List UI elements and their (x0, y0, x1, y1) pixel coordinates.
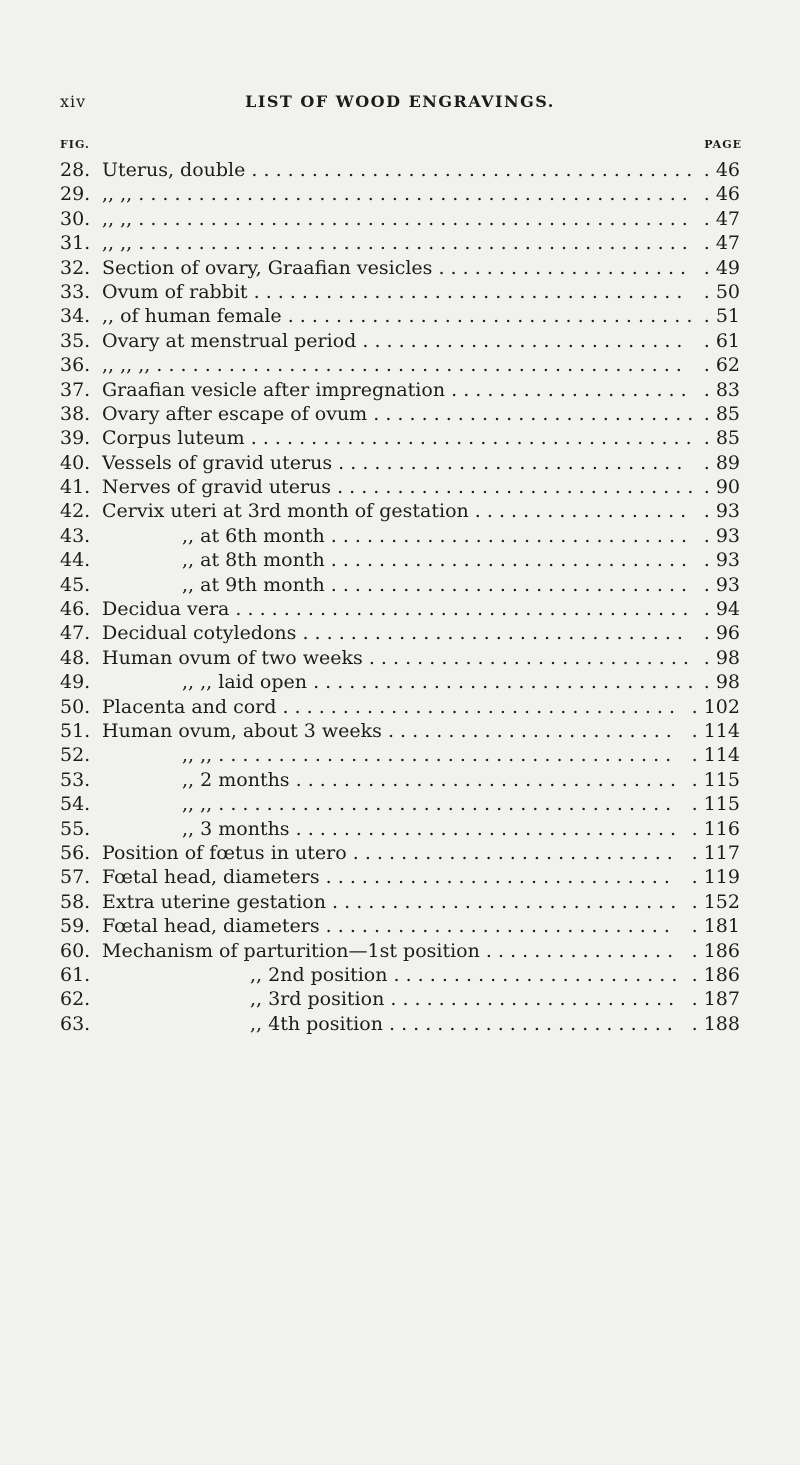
page-number: . 85 (703, 427, 740, 450)
page-number: . 47 (703, 207, 740, 230)
entry-title (102, 378, 687, 402)
list-item (60, 158, 740, 182)
fig-number: 32. (60, 256, 91, 279)
entry-title-text: ,, ,, ,, (102, 354, 151, 377)
leader-dots: . . . . . . . . . . . . . . . . . . . . . . . . . . . . . . (330, 549, 688, 572)
entry-title (102, 426, 692, 450)
list-item (60, 646, 740, 670)
entry-title-text: ,, ,, (102, 183, 133, 206)
list-item (60, 597, 740, 621)
engravings-list (60, 158, 740, 1036)
entry-title (102, 865, 670, 889)
leader-dots: . . . . . . . . . . . . . . . . . . . . . . . . . . . . . . . . . . . . . . . . . . . . (156, 354, 682, 377)
leader-dots: . . . . . . . . . . . . . . . . . . . . . . . . . . . . . . . . . . . . . . (218, 744, 672, 767)
list-item (60, 890, 740, 914)
entry-title (250, 1012, 673, 1036)
page-number: . 85 (703, 402, 740, 425)
entry-title (102, 451, 682, 475)
entry-title-text: Vessels of gravid uterus (102, 451, 333, 474)
entry-title-text: Human ovum of two weeks (102, 646, 363, 669)
fig-number: 61. (60, 963, 91, 986)
fig-number: 33. (60, 280, 91, 303)
leader-dots: . . . . . . . . . . . . . . . . . . . . . . . . . . . . . . (330, 524, 688, 547)
fig-number: 56. (60, 841, 91, 864)
entry-title (102, 695, 675, 719)
entry-title (102, 841, 673, 865)
fig-number: 47. (60, 622, 91, 645)
entry-title (102, 475, 693, 499)
list-item (60, 719, 740, 743)
page-number: . 83 (703, 378, 740, 401)
entry-title (102, 939, 673, 963)
list-item (60, 817, 740, 841)
entry-title (182, 792, 671, 816)
entry-title (102, 304, 692, 328)
entry-title (102, 207, 688, 231)
page-number: . 114 (691, 719, 740, 742)
list-item (60, 792, 740, 816)
leader-dots: . . . . . . . . . . . . . . . . . . . . . . . . . . . . . . . . . . (287, 305, 693, 328)
entry-title-text: Fœtal head, diameters (102, 915, 320, 938)
fig-number: 42. (60, 500, 91, 523)
fig-number: 40. (60, 451, 91, 474)
fig-number: 29. (60, 183, 91, 206)
leader-dots: . . . . . . . . . . . . . . . . . . . . . . . . . . . . . . . . . . . . . (250, 427, 692, 450)
entry-title (102, 890, 676, 914)
fig-number: 45. (60, 573, 91, 596)
entry-title-text: ,, at 6th month (182, 524, 325, 547)
page-number: . 116 (691, 817, 740, 840)
entry-title (250, 963, 677, 987)
leader-dots: . . . . . . . . . . . . . . . . . . . . . . . . . . . . . . . . . (282, 695, 676, 718)
fig-number: 36. (60, 354, 91, 377)
entry-title (102, 158, 692, 182)
leader-dots: . . . . . . . . . . . . . . . . . . . . . . . . . . . . . . . . (302, 622, 683, 645)
page-number: . 90 (703, 476, 740, 499)
entry-title (102, 719, 672, 743)
page-number: . 188 (691, 1012, 740, 1035)
page-number: . 119 (691, 866, 740, 889)
entry-title-text: Nerves of gravid uterus (102, 476, 332, 499)
entry-title-text: ,, 3 months (182, 817, 290, 840)
entry-title-text: Human ovum, about 3 weeks (102, 719, 382, 742)
leader-dots: . . . . . . . . . . . . . . . . . . . . . . . . . . . . . . . . . . . . . . . . . . . . . . (138, 207, 688, 230)
leader-dots: . . . . . . . . . . . . . . . . . . . . . . . . . . . (352, 841, 673, 864)
list-item (60, 231, 740, 255)
leader-dots: . . . . . . . . . . . . . . . . . . . . . . . . . . . . . . (330, 573, 688, 596)
entry-title-text: ,, 3rd position (250, 988, 385, 1011)
list-item (60, 475, 740, 499)
entry-title-text: Ovary after escape of ovum (102, 402, 368, 425)
leader-dots: . . . . . . . . . . . . . . . . . . . . . . . . (387, 719, 672, 742)
running-header (60, 92, 740, 116)
entry-title (102, 499, 686, 523)
fig-number: 39. (60, 427, 91, 450)
entry-title-text: Mechanism of parturition—1st position (102, 939, 480, 962)
entry-title (102, 231, 688, 255)
list-item (60, 451, 740, 475)
page-number: . 96 (703, 622, 740, 645)
fig-column-heading: FIG. (60, 138, 90, 151)
leader-dots: . . . . . . . . . . . . . . . . . . . . . . . . . . . . . . . . . . . . . . (235, 598, 689, 621)
entry-title-text: Ovary at menstrual period (102, 329, 357, 352)
fig-number: 46. (60, 598, 91, 621)
column-headings (60, 138, 742, 154)
leader-dots: . . . . . . . . . . . . . . . . (485, 939, 674, 962)
list-item (60, 329, 740, 353)
fig-number: 57. (60, 866, 91, 889)
list-item (60, 524, 740, 548)
page-number: . 50 (703, 280, 740, 303)
page-number: . 115 (691, 793, 740, 816)
list-item (60, 914, 740, 938)
fig-number: 58. (60, 890, 91, 913)
entry-title-text: Section of ovary, Graafian vesicles (102, 256, 433, 279)
entry-title-text: ,, at 9th month (182, 573, 325, 596)
entry-title-text: Ovum of rabbit (102, 280, 248, 303)
entry-title-text: Fœtal head, diameters (102, 866, 320, 889)
entry-title (182, 743, 671, 767)
fig-number: 54. (60, 793, 91, 816)
page-number: . 93 (703, 524, 740, 547)
entry-title (102, 402, 693, 426)
page-column-heading: PAGE (704, 138, 742, 151)
list-item (60, 695, 740, 719)
page-number: . 93 (703, 500, 740, 523)
entry-title (182, 670, 694, 694)
page-number: . 186 (691, 963, 740, 986)
entry-title-text: ,, ,, laid open (182, 671, 308, 694)
list-item (60, 280, 740, 304)
entry-title-text: ,, ,, (182, 744, 213, 767)
fig-number: 53. (60, 768, 91, 791)
fig-number: 41. (60, 476, 91, 499)
leader-dots: . . . . . . . . . . . . . . . . . . . . . . . . . . . . . (338, 451, 683, 474)
list-item (60, 768, 740, 792)
fig-number: 59. (60, 915, 91, 938)
entry-title (102, 353, 682, 377)
entry-title (182, 573, 687, 597)
fig-number: 31. (60, 232, 91, 255)
leader-dots: . . . . . . . . . . . . . . . . . . . . . . . . . . . . . (325, 866, 670, 889)
list-item (60, 499, 740, 523)
page-number: . 61 (703, 329, 740, 352)
entry-title-text: Extra uterine gestation (102, 890, 326, 913)
page-number: . 102 (691, 695, 740, 718)
leader-dots: . . . . . . . . . . . . . . . . . . . . . . . . . . . . . . (337, 476, 694, 499)
list-item (60, 1012, 740, 1036)
list-item (60, 378, 740, 402)
page-number: . 47 (703, 232, 740, 255)
fig-number: 50. (60, 695, 91, 718)
entry-title (182, 817, 676, 841)
leader-dots: . . . . . . . . . . . . . . . . . . . . . . . . . . . . . . . . (313, 671, 694, 694)
fig-number: 30. (60, 207, 91, 230)
leader-dots: . . . . . . . . . . . . . . . . . . . . . . . . . . . . . . . . . . . . (253, 280, 683, 303)
list-item (60, 963, 740, 987)
entry-title (102, 597, 688, 621)
fig-number: 44. (60, 549, 91, 572)
page-number: . 49 (703, 256, 740, 279)
leader-dots: . . . . . . . . . . . . . . . . . . . . . . . . . . . . . . . . (295, 817, 677, 840)
list-item (60, 207, 740, 231)
entry-title-text: Placenta and cord (102, 695, 277, 718)
entry-title-text: ,, ,, (102, 207, 133, 230)
entry-title (182, 768, 676, 792)
entry-title-text: ,, 4th position (250, 1012, 383, 1035)
leader-dots: . . . . . . . . . . . . . . . . . . . . . . . . (393, 963, 678, 986)
list-item (60, 353, 740, 377)
page-number: . 117 (691, 841, 740, 864)
list-item (60, 987, 740, 1011)
list-item (60, 304, 740, 328)
page-number: . 186 (691, 939, 740, 962)
entry-title-text: Decidual cotyledons (102, 622, 297, 645)
page-number: . 181 (691, 915, 740, 938)
entry-title (102, 182, 688, 206)
page-number: . 93 (703, 549, 740, 572)
fig-number: 62. (60, 988, 91, 1011)
leader-dots: . . . . . . . . . . . . . . . . . . . . . . . . . . . . . . . . (295, 768, 677, 791)
list-item (60, 573, 740, 597)
fig-number: 38. (60, 402, 91, 425)
fig-number: 60. (60, 939, 91, 962)
page-number: . 46 (703, 159, 740, 181)
page-folio: xiv (60, 92, 87, 111)
leader-dots: . . . . . . . . . . . . . . . . . . . . . . . . . . . (362, 329, 683, 352)
leader-dots: . . . . . . . . . . . . . . . . . . . . (451, 378, 687, 401)
list-item (60, 402, 740, 426)
fig-number: 51. (60, 719, 91, 742)
leader-dots: . . . . . . . . . . . . . . . . . . . . . . . . . . . (373, 402, 694, 425)
list-item (60, 426, 740, 450)
fig-number: 28. (60, 159, 91, 181)
list-item (60, 743, 740, 767)
page-number: . 46 (703, 183, 740, 206)
fig-number: 55. (60, 817, 91, 840)
entry-title (182, 524, 687, 548)
list-item (60, 939, 740, 963)
fig-number: 35. (60, 329, 91, 352)
entry-title-text: ,, 2 months (182, 768, 290, 791)
entry-title (182, 548, 687, 572)
list-item (60, 865, 740, 889)
page-number: . 89 (703, 451, 740, 474)
leader-dots: . . . . . . . . . . . . . . . . . . (474, 500, 687, 523)
page-number: . 93 (703, 573, 740, 596)
entry-title-text: ,, 2nd position (250, 963, 388, 986)
leader-dots: . . . . . . . . . . . . . . . . . . . . . . . . . . . . . . . . . . . . . . . . . . . . . . (138, 232, 688, 255)
fig-number: 63. (60, 1012, 91, 1035)
leader-dots: . . . . . . . . . . . . . . . . . . . . . . . . . . . . . (325, 915, 670, 938)
entry-title-text: Uterus, double (102, 159, 246, 181)
list-item (60, 670, 740, 694)
entry-title-text: Position of fœtus in utero (102, 841, 347, 864)
leader-dots: . . . . . . . . . . . . . . . . . . . . . (438, 256, 687, 279)
page-number: . 62 (703, 354, 740, 377)
list-item (60, 182, 740, 206)
list-item (60, 841, 740, 865)
page-number: . 51 (703, 305, 740, 328)
entry-title-text: Cervix uteri at 3rd month of gestation (102, 500, 469, 523)
fig-number: 43. (60, 524, 91, 547)
entry-title (102, 256, 686, 280)
entry-title (102, 621, 683, 645)
list-item (60, 621, 740, 645)
entry-title-text: ,, of human female (102, 305, 282, 328)
page-number: . 152 (691, 890, 740, 913)
entry-title (102, 914, 670, 938)
entry-title-text: Decidua vera (102, 598, 230, 621)
leader-dots: . . . . . . . . . . . . . . . . . . . . . . . . . . . (368, 646, 689, 669)
leader-dots: . . . . . . . . . . . . . . . . . . . . . . . . (390, 988, 675, 1011)
entry-title (102, 329, 682, 353)
entry-title-text: Corpus luteum (102, 427, 245, 450)
list-item (60, 548, 740, 572)
entry-title (102, 646, 689, 670)
list-item (60, 256, 740, 280)
page-number: . 187 (691, 988, 740, 1011)
entry-title-text: ,, at 8th month (182, 549, 325, 572)
entry-title (102, 280, 682, 304)
fig-number: 37. (60, 378, 91, 401)
entry-title (250, 987, 674, 1011)
fig-number: 34. (60, 305, 91, 328)
page-number: . 94 (703, 598, 740, 621)
leader-dots: . . . . . . . . . . . . . . . . . . . . . . . . . . . . . . . . . . . . . (251, 159, 693, 181)
fig-number: 49. (60, 671, 91, 694)
page-number: . 114 (691, 744, 740, 767)
leader-dots: . . . . . . . . . . . . . . . . . . . . . . . . . . . . . . . . . . . . . . (218, 793, 672, 816)
fig-number: 48. (60, 646, 91, 669)
page-number: . 98 (703, 646, 740, 669)
running-title: LIST OF WOOD ENGRAVINGS. (245, 92, 555, 111)
entry-title-text: ,, ,, (182, 793, 213, 816)
entry-title-text: ,, ,, (102, 232, 133, 255)
leader-dots: . . . . . . . . . . . . . . . . . . . . . . . . . . . . . (332, 890, 677, 913)
page-number: . 115 (691, 768, 740, 791)
leader-dots: . . . . . . . . . . . . . . . . . . . . . . . . . . . . . . . . . . . . . . . . . . . . . . (138, 183, 688, 206)
fig-number: 52. (60, 744, 91, 767)
page-number: . 98 (703, 671, 740, 694)
leader-dots: . . . . . . . . . . . . . . . . . . . . . . . . (388, 1012, 673, 1035)
entry-title-text: Graafian vesicle after impregnation (102, 378, 446, 401)
